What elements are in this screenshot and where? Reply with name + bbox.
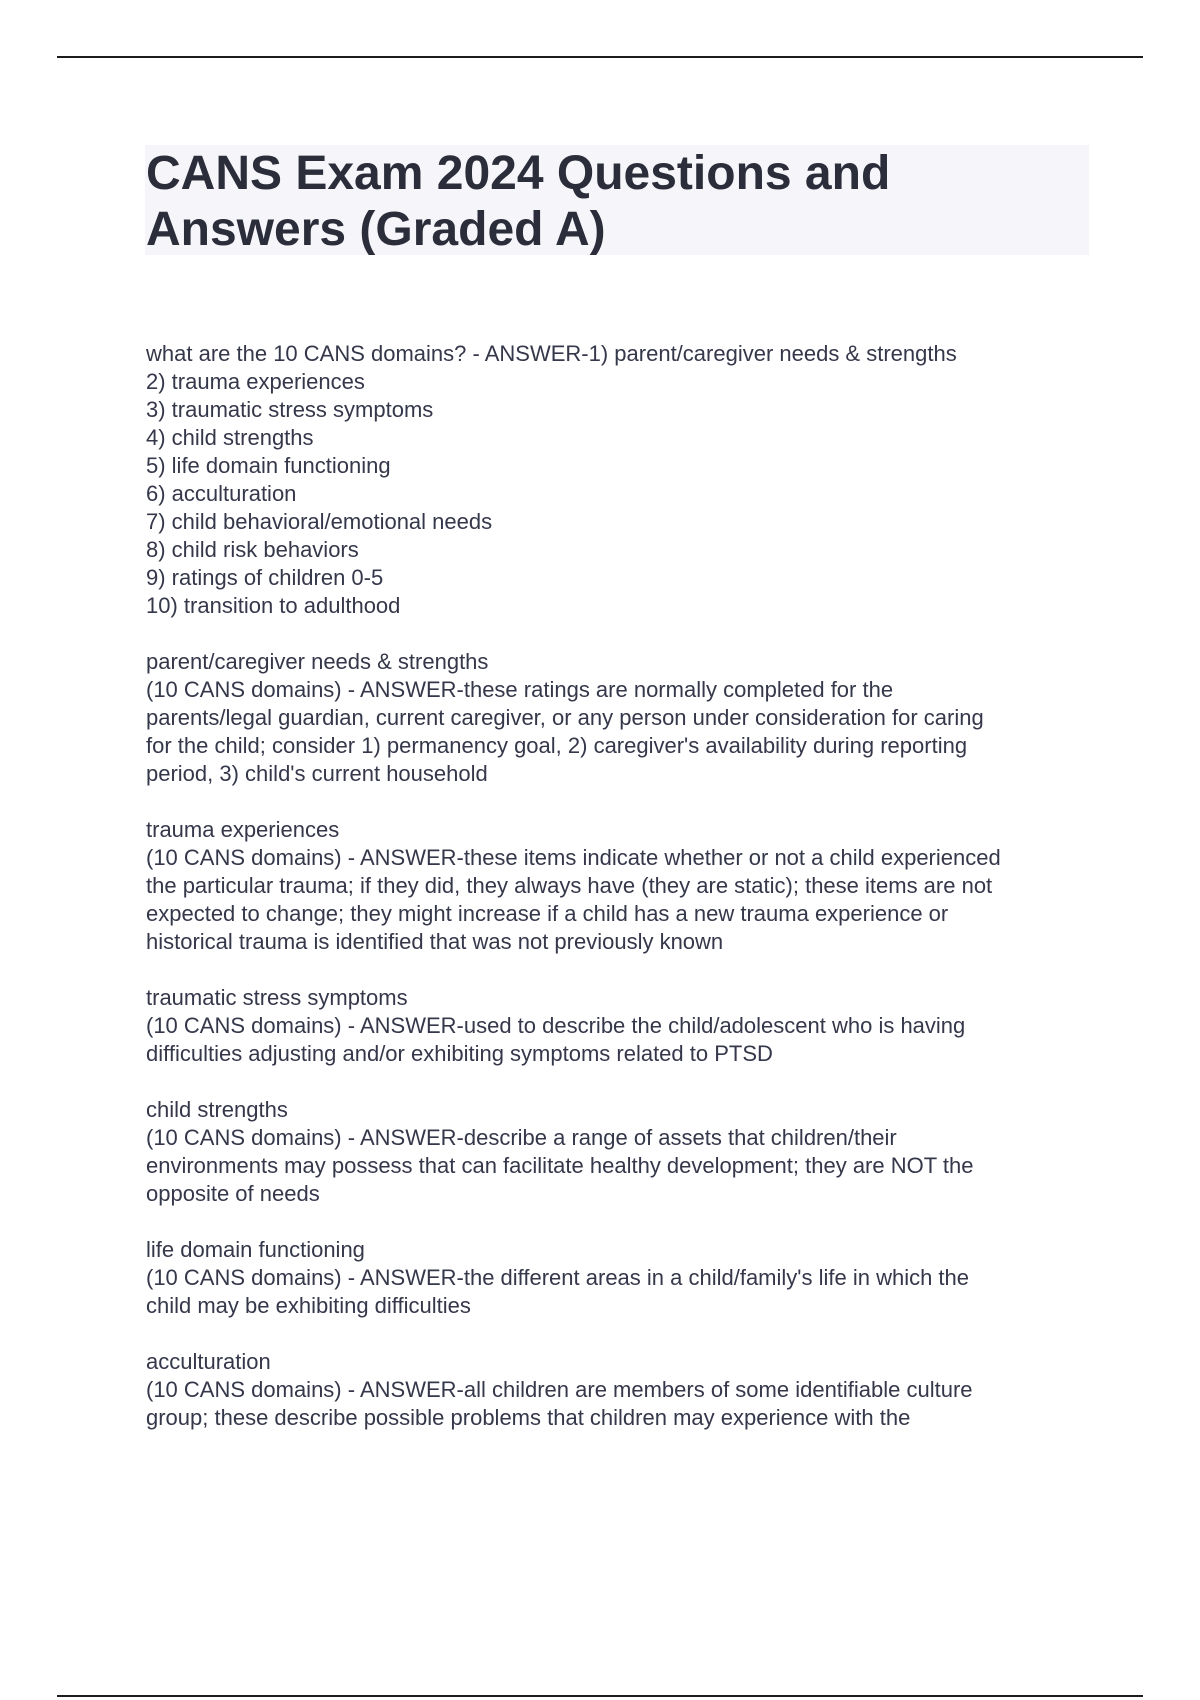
answer-line: historical trauma is identified that was not previously known [146, 929, 724, 954]
answer-line: (10 CANS domains) - ANSWER-used to describe the child/adolescent who is having [146, 1013, 966, 1038]
question-line: what are the 10 CANS domains? - ANSWER-1) parent/caregiver needs & strengths [146, 341, 957, 366]
answer-line: expected to change; they might increase if a child has a new trauma experience or [146, 901, 949, 926]
qa-entry-parent-caregiver [146, 648, 1096, 788]
answer-line: (10 CANS domains) - ANSWER-describe a range of assets that children/their [146, 1125, 897, 1150]
answer-line: difficulties adjusting and/or exhibiting symptoms related to PTSD [146, 1041, 773, 1066]
bottom-rule [57, 1695, 1143, 1697]
answer-line: opposite of needs [146, 1181, 320, 1206]
answer-line: 5) life domain functioning [146, 453, 391, 478]
answer-line: 9) ratings of children 0-5 [146, 565, 384, 590]
answer-line: 4) child strengths [146, 425, 314, 450]
qa-entry-domains [146, 340, 1096, 620]
question-line: parent/caregiver needs & strengths [146, 649, 489, 674]
qa-entry-trauma-experiences [146, 816, 1096, 956]
answer-line: (10 CANS domains) - ANSWER-all children are members of some identifiable culture [146, 1377, 973, 1402]
answer-line: the particular trauma; if they did, they always have (they are static); these items are not [146, 873, 993, 898]
answer-line: parents/legal guardian, current caregiver, or any person under consideration for caring [146, 705, 984, 730]
answer-line: (10 CANS domains) - ANSWER-these ratings are normally completed for the [146, 677, 894, 702]
answer-line: child may be exhibiting difficulties [146, 1293, 471, 1318]
answer-line: 10) transition to adulthood [146, 593, 401, 618]
qa-entry-child-strengths [146, 1096, 1096, 1208]
answer-line: group; these describe possible problems that children may experience with the [146, 1405, 911, 1430]
answer-line: period, 3) child's current household [146, 761, 488, 786]
question-line: life domain functioning [146, 1237, 365, 1262]
qa-entry-life-domain [146, 1236, 1096, 1320]
qa-entry-traumatic-stress [146, 984, 1096, 1068]
qa-entry-acculturation [146, 1348, 1096, 1432]
page-title: CANS Exam 2024 Questions and Answers (Graded A) [146, 147, 891, 256]
answer-line: (10 CANS domains) - ANSWER-the different areas in a child/family's life in which the [146, 1265, 970, 1290]
answer-line: 3) traumatic stress symptoms [146, 397, 434, 422]
question-line: child strengths [146, 1097, 288, 1122]
top-rule [57, 56, 1143, 58]
answer-line: 7) child behavioral/emotional needs [146, 509, 493, 534]
answer-line: 8) child risk behaviors [146, 537, 359, 562]
question-line: trauma experiences [146, 817, 340, 842]
qa-content [146, 340, 1096, 1460]
answer-line: for the child; consider 1) permanency goal, 2) caregiver's availability during reporting [146, 733, 968, 758]
answer-line: (10 CANS domains) - ANSWER-these items indicate whether or not a child experienced [146, 845, 1001, 870]
answer-line: 6) acculturation [146, 481, 297, 506]
question-line: acculturation [146, 1349, 271, 1374]
answer-line: 2) trauma experiences [146, 369, 365, 394]
answer-line: environments may possess that can facilitate healthy development; they are NOT the [146, 1153, 974, 1178]
question-line: traumatic stress symptoms [146, 985, 408, 1010]
